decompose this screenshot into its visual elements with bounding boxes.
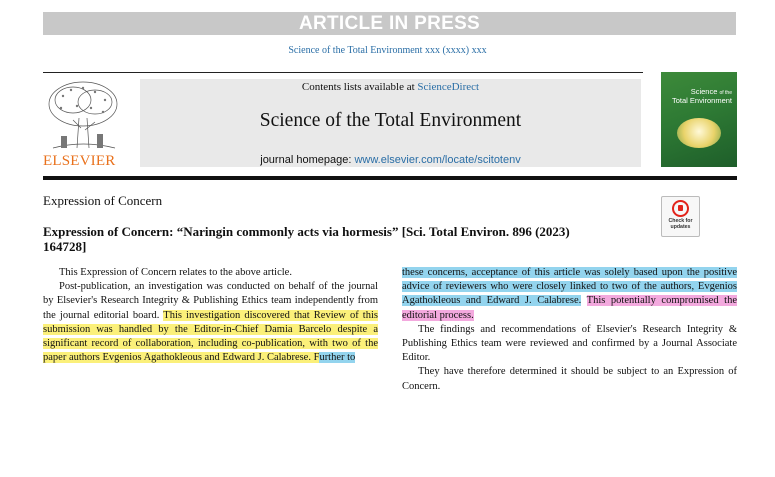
article-title: Expression of Concern: “Naringin commonly acts via hormesis” [Sci. Total Environ. 896 (2023) 164728]: [43, 224, 570, 254]
journal-citation[interactable]: Science of the Total Environment xxx (xxxx) xxx: [288, 45, 487, 56]
homepage-link[interactable]: www.elsevier.com/locate/scitotenv: [354, 154, 521, 166]
paragraph-4: They have therefore determined it should be subject to an Expression of Concern.: [402, 366, 737, 392]
bookmark-icon: [672, 200, 689, 217]
paragraph-2-plain: Post-publication, an investigation was conducted on behalf of the journal by Elsevier's Research Integrity & Publishing Ethics team independently from the journal editorial board.: [43, 281, 378, 321]
homepage-prefix: journal homepage:: [260, 154, 355, 166]
journal-cover-thumbnail[interactable]: [661, 72, 737, 167]
check-updates-line-1: Check for: [668, 218, 693, 224]
cover-artwork: [677, 118, 721, 148]
sciencedirect-link[interactable]: ScienceDirect: [417, 81, 480, 93]
check-updates-text: [662, 219, 699, 230]
cover-title: [662, 88, 732, 105]
highlight-yellow: This investigation discovered that Review of this submission was handled by the Editor-in-Chief Damia Barcelo despite a significant record of collaboration, including co-publication, with two of the paper authors Evgenios Agathokleous and Edward J. Calabrese. F: [43, 309, 378, 364]
paragraph-2-continued: [402, 266, 737, 323]
journal-homepage: [140, 154, 641, 166]
cover-line-1: Science: [690, 87, 718, 96]
paragraph-3: The findings and recommendations of Elsevier's Research Integrity & Publishing Ethics team were reviewed and confirmed by a Journal Associate Editor.: [402, 323, 737, 364]
journal-header-box: [140, 79, 641, 167]
highlight-blue-continued: these concerns, acceptance of this article was solely based upon the positive advice of reviewers who were closely linked to two of the authors, Evgenios Agathokleous and Edward J. Calabrese.: [402, 267, 737, 307]
cover-line-3: Total Environment: [671, 96, 732, 105]
header-divider: [43, 72, 643, 73]
contents-availability: [140, 81, 641, 93]
check-updates-line-2: updates: [670, 223, 691, 230]
body-column-left: [43, 266, 378, 365]
highlight-blue: urther to: [319, 352, 356, 364]
header-thick-rule: [43, 176, 737, 180]
article-type-label: Expression of Concern: [43, 193, 163, 208]
contents-prefix: Contents lists available at: [301, 81, 418, 93]
cover-line-2: of the: [719, 90, 732, 96]
article-in-press-banner: ARTICLE IN PRESS: [43, 12, 736, 35]
paragraph-1: This Expression of Concern relates to the above article.: [59, 267, 292, 278]
check-for-updates-button[interactable]: [661, 196, 700, 237]
body-column-right: [402, 266, 737, 394]
journal-title: Science of the Total Environment: [259, 110, 522, 131]
highlight-pink-continued: This potentially compromised the editorial process.: [402, 295, 737, 321]
elsevier-wordmark[interactable]: ELSEVIER: [43, 153, 116, 169]
paragraph-2: [43, 280, 378, 365]
